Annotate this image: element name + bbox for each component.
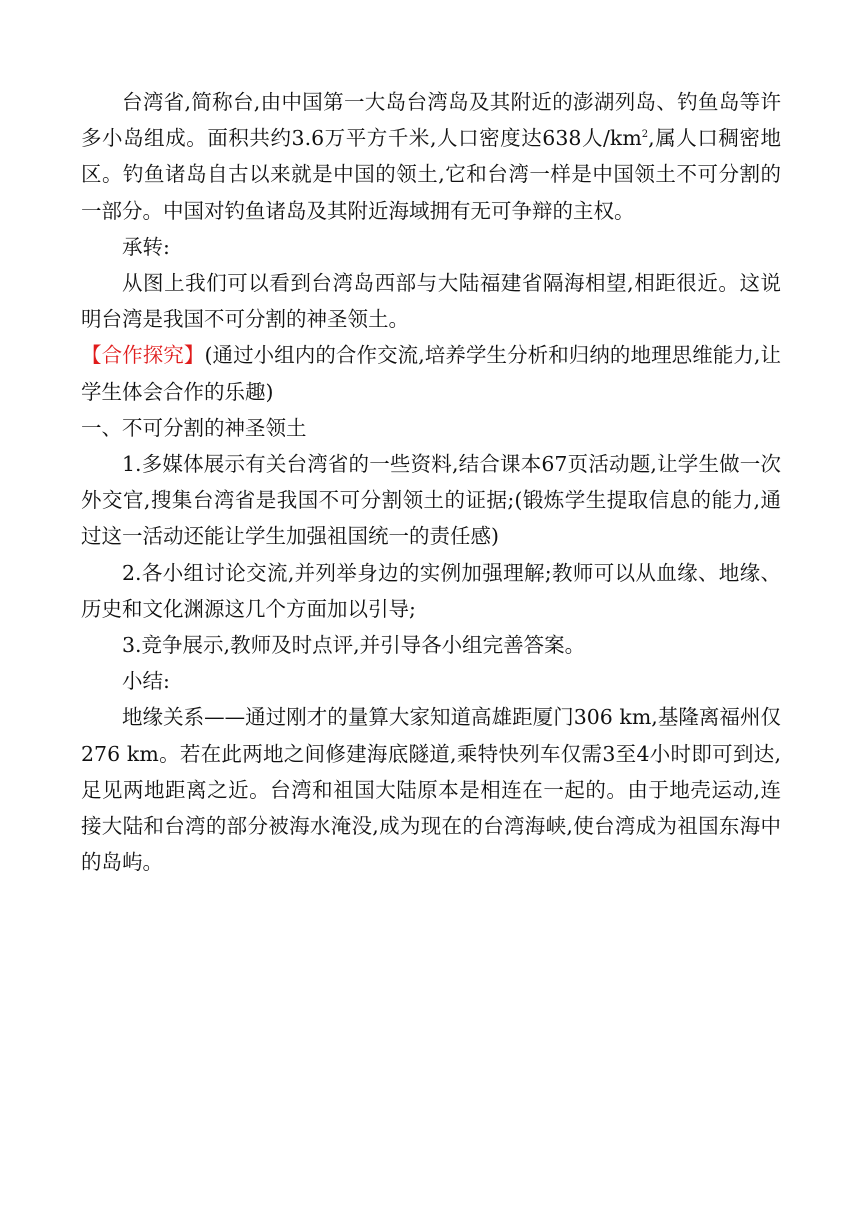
paragraph-geographic-relation: 地缘关系——通过刚才的量算大家知道高雄距厦门306 km,基隆离福州仅276 km。若在此两地之间修建海底隧道,乘特快列车仅需3至4小时即可到达,足见两地距离之近。台湾和祖国大陆原本是相连在一起的。由于地壳运动,连接大陆和台湾的部分被海水淹没,成为现在的台湾海峡,使台湾成为祖国东海中的岛屿。 — [81, 705, 781, 875]
taiwan-intro-text-a: 台湾省,简称台,由中国第一大岛台湾岛及其附近的澎湖列岛、钓鱼岛等许多小岛组成。面积共约3.6万平方千米,人口密度达638人/km — [81, 90, 781, 151]
paragraph-summary-label: 小结: — [122, 669, 170, 694]
cooperative-inquiry-heading: 【合作探究】 — [81, 343, 205, 368]
paragraph-taiwan-intro — [81, 84, 781, 229]
paragraph-cooperative-inquiry — [81, 337, 781, 409]
document-page — [81, 84, 781, 880]
cooperative-inquiry-text: (通过小组内的合作交流,培养学生分析和归纳的地理思维能力,让学生体会合作的乐趣) — [81, 343, 782, 404]
list-item-1: 1.多媒体展示有关台湾省的一些资料,结合课本67页活动题,让学生做一次外交官,搜集台湾省是我国不可分割领土的证据;(锻炼学生提取信息的能力,通过这一活动还能让学生加强祖国统一的责任感) — [81, 452, 781, 549]
taiwan-intro-text-b: ,属人口稠密地区。钓鱼诸岛自古以来就是中国的领土,它和台湾一样是中国领土不可分割的一部分。中国对钓鱼诸岛及其附近海域拥有无可争辩的主权。 — [81, 126, 781, 223]
paragraph-transition-text: 从图上我们可以看到台湾岛西部与大陆福建省隔海相望,相距很近。这说明台湾是我国不可分割的神圣领土。 — [81, 271, 781, 332]
unit-superscript: 2 — [641, 129, 649, 141]
list-item-3: 3.竞争展示,教师及时点评,并引导各小组完善答案。 — [122, 633, 586, 658]
paragraph-transition-label: 承转: — [122, 234, 170, 259]
list-item-2: 2.各小组讨论交流,并列举身边的实例加强理解;教师可以从血缘、地缘、历史和文化渊源这几个方面加以引导; — [81, 560, 781, 621]
section-heading-sacred-territory: 一、不可分割的神圣领土 — [81, 415, 307, 440]
